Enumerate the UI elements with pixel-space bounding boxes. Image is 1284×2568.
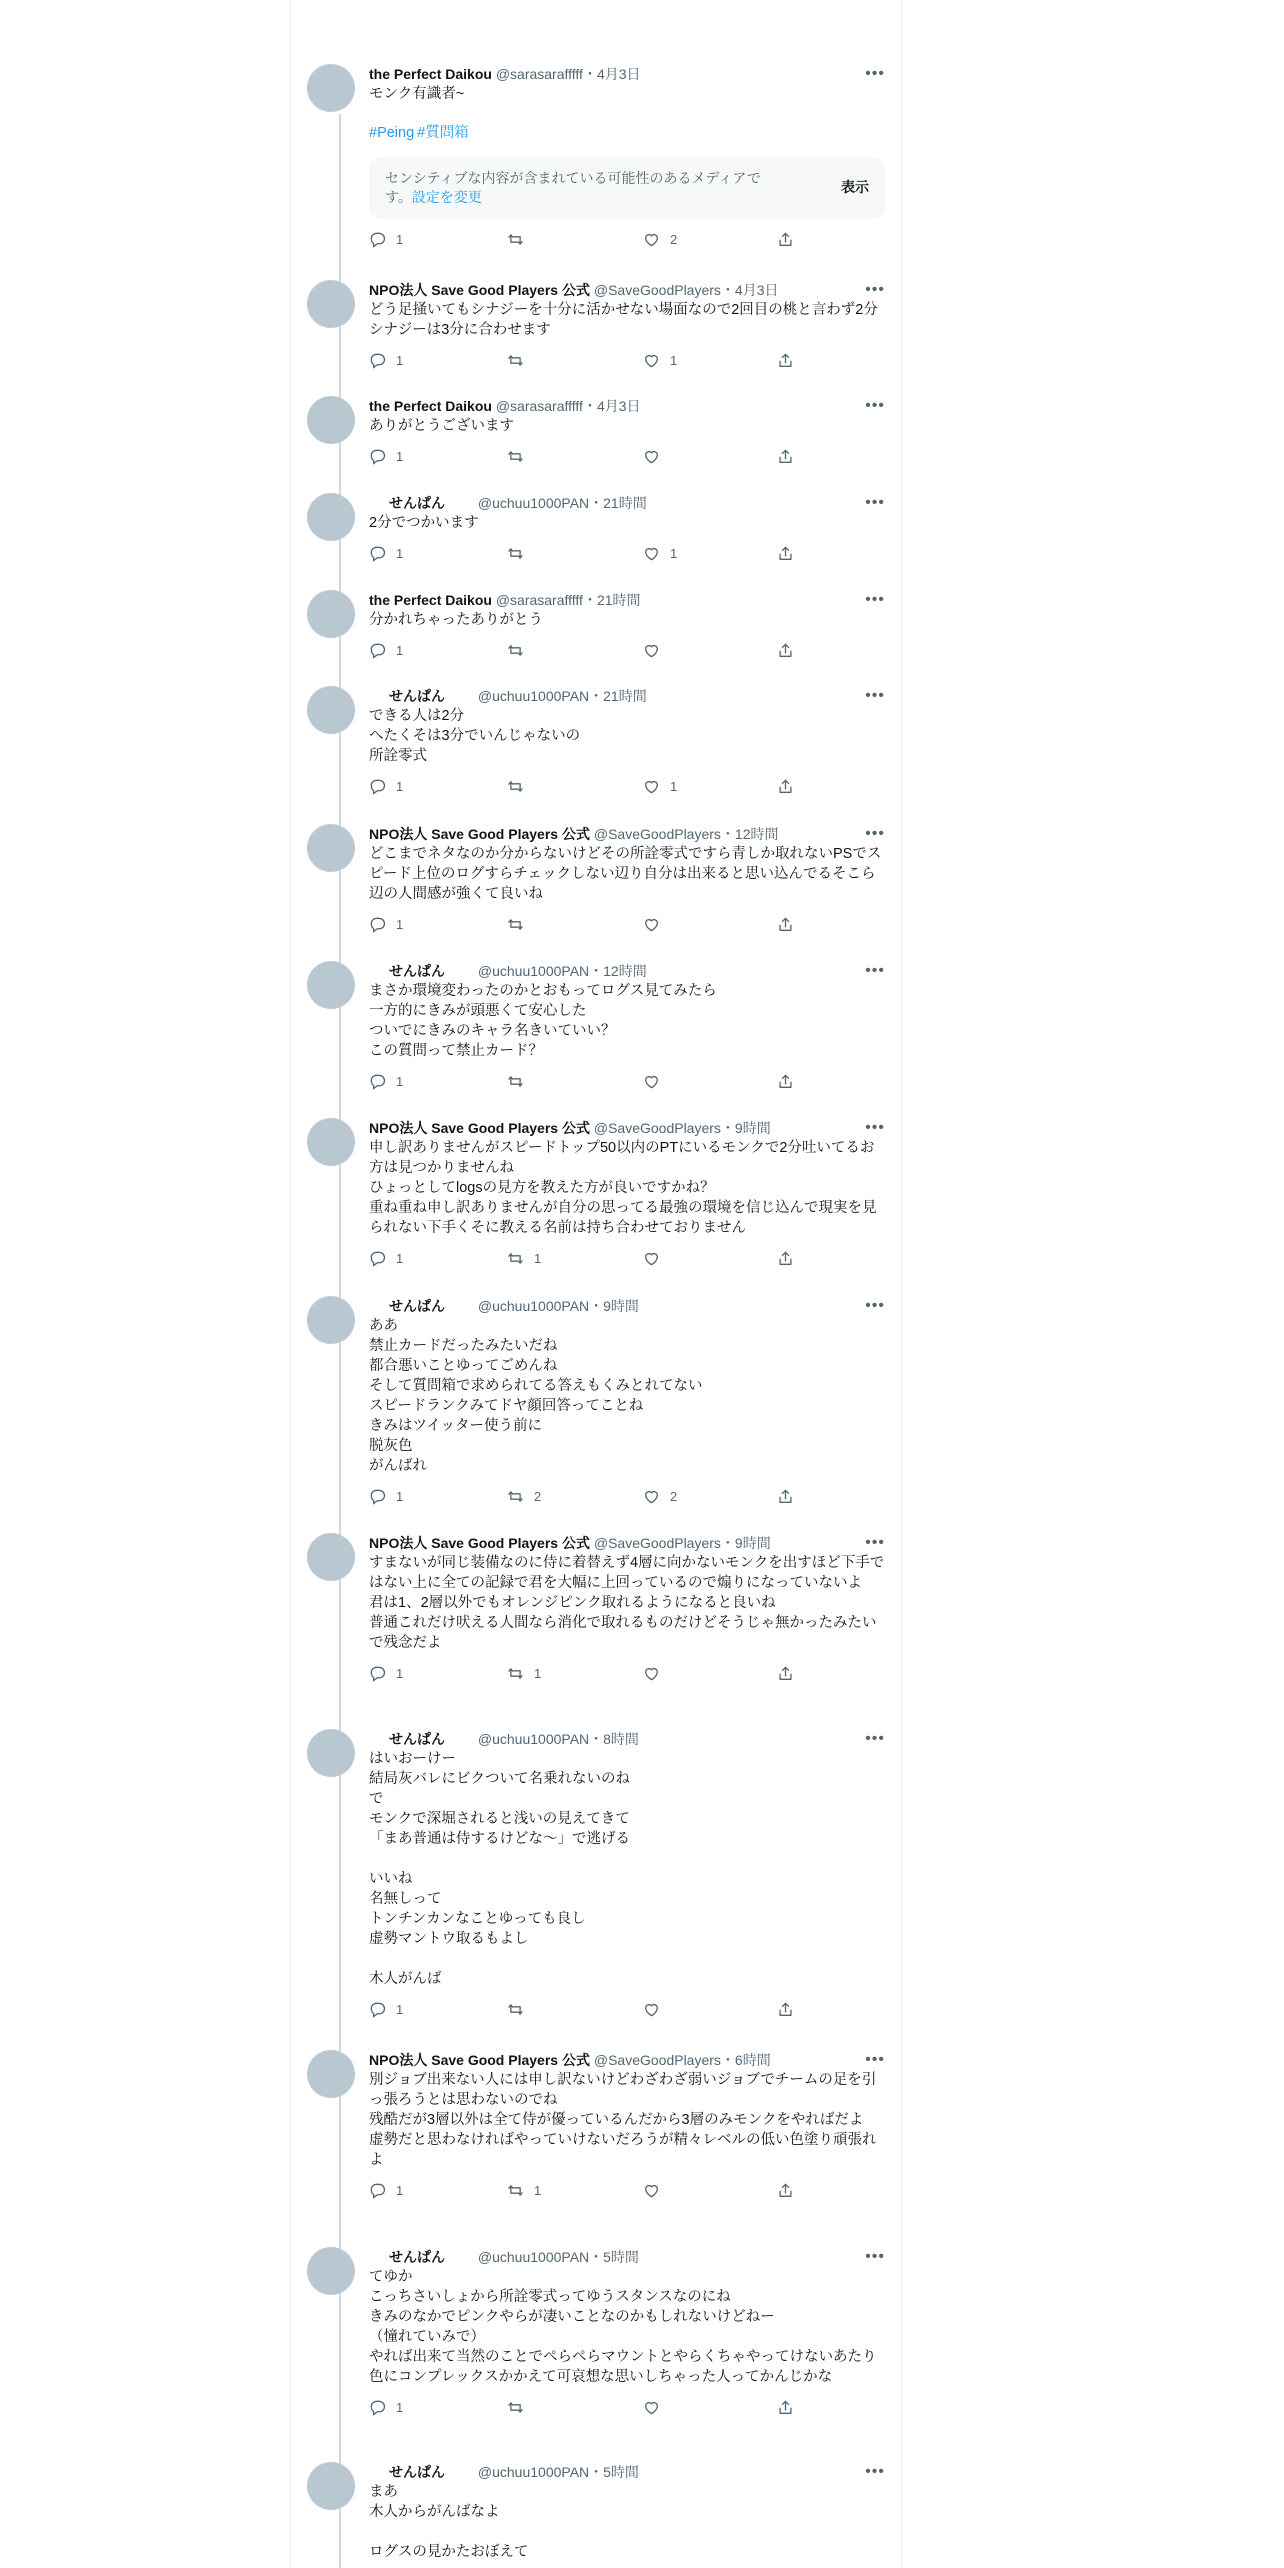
reply-icon: [369, 1488, 386, 1505]
heart-icon: [643, 1250, 660, 1267]
tweet-header: [369, 686, 885, 706]
retweet-icon: [507, 1665, 524, 1682]
tweet-time[interactable]: ・12時間: [589, 963, 647, 979]
tweet-actions: [369, 545, 885, 565]
change-settings-link[interactable]: 設定を変更: [411, 189, 482, 205]
heart-icon: [643, 352, 660, 369]
hashtags: [369, 123, 885, 143]
show-media-button[interactable]: 表示: [841, 179, 869, 195]
reply-button[interactable]: [369, 231, 403, 248]
share-button[interactable]: [777, 1250, 794, 1267]
author-name[interactable]: the Perfect Daikou: [369, 66, 492, 82]
retweet-button[interactable]: [507, 1488, 541, 1505]
avatar[interactable]: [307, 1296, 355, 1344]
tweet-text: 2分でつかいます: [369, 515, 479, 531]
reply-count: 1: [396, 917, 404, 932]
more-options-icon[interactable]: •••: [865, 397, 885, 414]
tweet-header: [369, 1533, 885, 1553]
more-options-icon[interactable]: •••: [865, 1730, 885, 1747]
more-options-icon[interactable]: •••: [865, 2248, 885, 2265]
reply-button[interactable]: [369, 1665, 403, 1682]
tweet-header: [369, 824, 885, 844]
author-name[interactable]: せんぱん: [389, 1731, 445, 1747]
like-button[interactable]: [643, 2399, 670, 2416]
reply-count: 1: [396, 2002, 404, 2017]
tweet-text: まあ 木人からがんばなよ ログスの見かたおぼえて: [369, 2484, 529, 2560]
tweet-body: [369, 686, 885, 798]
reply-icon: [369, 231, 386, 248]
author-name[interactable]: NPO法人 Save Good Players 公式: [369, 826, 590, 842]
author-name[interactable]: NPO法人 Save Good Players 公式: [369, 1120, 590, 1136]
reply-count: 1: [396, 1666, 404, 1681]
reply-icon: [369, 352, 386, 369]
heart-icon: [643, 642, 660, 659]
tweet-header: [369, 396, 885, 416]
author-name[interactable]: せんぱん: [389, 963, 445, 979]
reply-icon: [369, 448, 386, 465]
tweet-time[interactable]: ・8時間: [589, 1731, 639, 1747]
retweet-icon: [507, 1488, 524, 1505]
tweet-header: [369, 590, 885, 610]
tweet-actions: [369, 642, 885, 662]
tweet-body: [369, 590, 885, 662]
like-button[interactable]: [643, 916, 670, 933]
tweet-header: [369, 493, 885, 513]
more-options-icon[interactable]: •••: [865, 2051, 885, 2068]
share-button[interactable]: [777, 778, 794, 795]
author-name[interactable]: せんぱん: [389, 688, 445, 704]
retweet-button[interactable]: [507, 2182, 541, 2199]
retweet-count: 2: [534, 1489, 542, 1504]
avatar[interactable]: [307, 1729, 355, 1777]
tweet-header: [369, 2247, 885, 2267]
hashtag-link[interactable]: #Peing: [369, 125, 415, 141]
share-icon: [777, 2399, 794, 2416]
reply-count: 1: [396, 779, 404, 794]
author-name[interactable]: せんぱん: [389, 2464, 445, 2480]
tweet-text: すまないが同じ装備なのに侍に着替えず4層に向かないモンクを出すほど下手ではない上に全ての記録で君を大幅に上回っているので煽りになっていないよ 君は1、2層以外でもオレンジピンク取れるようになると良いね 普通これだけ吠える人間なら消化で取れるものだけどそうじゃ無かったみたいで残念だよ: [369, 1555, 885, 1651]
like-button[interactable]: [643, 352, 677, 369]
tweet-body: [369, 2247, 885, 2419]
author-handle[interactable]: @sarasarafffff: [495, 592, 583, 608]
retweet-button[interactable]: [507, 642, 534, 659]
tweet-actions: [369, 2001, 885, 2021]
retweet-button[interactable]: [507, 231, 534, 248]
like-count: 2: [670, 1489, 678, 1504]
tweet-actions: [369, 2399, 885, 2419]
reply-button[interactable]: [369, 352, 403, 369]
reply-button[interactable]: [369, 1073, 403, 1090]
more-options-icon[interactable]: •••: [865, 962, 885, 979]
reply-count: 1: [396, 643, 404, 658]
author-name[interactable]: せんぱん: [389, 1298, 445, 1314]
tweet-actions: [369, 1488, 885, 1508]
heart-icon: [643, 231, 660, 248]
retweet-icon: [507, 448, 524, 465]
tweet-time[interactable]: ・21時間: [589, 688, 647, 704]
share-button[interactable]: [777, 545, 794, 562]
tweet-text: モンク有識者~: [369, 86, 465, 102]
retweet-count: 1: [534, 2183, 542, 2198]
retweet-button[interactable]: [507, 2399, 534, 2416]
reply-button[interactable]: [369, 778, 403, 795]
reply-count: 1: [396, 2400, 404, 2415]
author-name[interactable]: NPO法人 Save Good Players 公式: [369, 2052, 590, 2068]
heart-icon: [643, 2001, 660, 2018]
heart-icon: [643, 778, 660, 795]
heart-icon: [643, 1488, 660, 1505]
like-button[interactable]: [643, 778, 677, 795]
reply-icon: [369, 1250, 386, 1267]
tweet-body: [369, 2050, 885, 2202]
retweet-icon: [507, 642, 524, 659]
retweet-icon: [507, 545, 524, 562]
tweet-header: [369, 280, 885, 300]
sensitive-media-notice: [369, 157, 885, 219]
tweet-body: [369, 280, 885, 372]
tweet-actions: [369, 2182, 885, 2202]
share-button[interactable]: [777, 2182, 794, 2199]
tweet-body: [369, 2462, 885, 2568]
tweet-body: [369, 64, 885, 251]
avatar[interactable]: [307, 493, 355, 541]
tweet-actions: [369, 916, 885, 936]
tweet-time[interactable]: ・9時間: [720, 1535, 771, 1551]
tweet-time[interactable]: ・6時間: [720, 2052, 771, 2068]
hashtag-link[interactable]: #質問箱: [417, 125, 469, 141]
author-name[interactable]: NPO法人 Save Good Players 公式: [369, 1535, 590, 1551]
like-button[interactable]: [643, 1665, 670, 1682]
reply-button[interactable]: [369, 2182, 403, 2199]
reply-count: 1: [396, 449, 404, 464]
retweet-icon: [507, 778, 524, 795]
tweet-actions: [369, 1665, 885, 1685]
tweet-actions: [369, 352, 885, 372]
more-options-icon[interactable]: •••: [865, 65, 885, 82]
more-options-icon[interactable]: •••: [865, 687, 885, 704]
heart-icon: [643, 916, 660, 933]
avatar[interactable]: [307, 64, 355, 112]
like-button[interactable]: [643, 231, 677, 248]
heart-icon: [643, 545, 660, 562]
retweet-icon: [507, 231, 524, 248]
tweet-time[interactable]: ・21時間: [589, 495, 647, 511]
share-button[interactable]: [777, 231, 794, 248]
heart-icon: [643, 448, 660, 465]
tweet-time[interactable]: ・9時間: [589, 1298, 639, 1314]
author-handle[interactable]: @SaveGoodPlayers: [593, 282, 721, 298]
heart-icon: [643, 1665, 660, 1682]
tweet-actions: [369, 448, 885, 468]
reply-icon: [369, 916, 386, 933]
reply-icon: [369, 545, 386, 562]
like-button[interactable]: [643, 642, 670, 659]
tweet-time[interactable]: ・4月3日: [720, 282, 779, 298]
share-icon: [777, 2001, 794, 2018]
retweet-icon: [507, 2001, 524, 2018]
tweet-header: [369, 2462, 885, 2482]
retweet-button[interactable]: [507, 1073, 534, 1090]
avatar[interactable]: [307, 2247, 355, 2295]
tweet-body: [369, 396, 885, 468]
reply-icon: [369, 2182, 386, 2199]
retweet-button[interactable]: [507, 1250, 541, 1267]
author-name[interactable]: せんぱん: [389, 495, 445, 511]
tweet-text: 申し訳ありませんがスピードトップ50以内のPTにいるモンクで2分吐いてるお方は見つかりませんね ひょっとしてlogsの見方を教えた方が良いですかね？ 重ね重ね申し訳ありませんが自分の思ってる最強の環境を信じ込んで現実を見られない下手くそに教える名前は持ち合わせておりません: [369, 1140, 877, 1236]
tweet-text: 分かれちゃったありがとう: [369, 612, 543, 628]
tweet-text: どう足掻いてもシナジーを十分に活かせない場面なので2回目の桃と言わず2分シナジーは3分に合わせます: [369, 302, 878, 338]
share-icon: [777, 352, 794, 369]
share-icon: [777, 642, 794, 659]
timeline-column: [290, 0, 902, 2568]
author-name[interactable]: せんぱん: [389, 2249, 445, 2265]
author-name[interactable]: the Perfect Daikou: [369, 592, 492, 608]
share-button[interactable]: [777, 642, 794, 659]
author-handle[interactable]: @uchuu1000PAN: [477, 495, 590, 511]
tweet-body: [369, 1533, 885, 1685]
retweet-icon: [507, 1250, 524, 1267]
tweet-time[interactable]: ・5時間: [589, 2464, 639, 2480]
reply-count: 1: [396, 1074, 404, 1089]
retweet-icon: [507, 1073, 524, 1090]
reply-button[interactable]: [369, 916, 403, 933]
reply-icon: [369, 2399, 386, 2416]
like-button[interactable]: [643, 448, 670, 465]
reply-icon: [369, 642, 386, 659]
tweet-text: はいおーけー 結局灰バレにビクついて名乗れないのね で モンクで深堀されると浅いの見えてきて 「まあ普通は侍するけどな～」で逃げる いいね 名無しって トンチンカンなことゆっても良し 虚勢マントウ取るもよし 木人がんば: [369, 1751, 630, 1987]
tweet-body: [369, 493, 885, 565]
tweet-time[interactable]: ・9時間: [720, 1120, 771, 1136]
tweet-time[interactable]: ・4月3日: [582, 66, 641, 82]
share-icon: [777, 231, 794, 248]
avatar[interactable]: [307, 1118, 355, 1166]
share-icon: [777, 778, 794, 795]
tweet-header: [369, 961, 885, 981]
more-options-icon[interactable]: •••: [865, 591, 885, 608]
author-handle[interactable]: @uchuu1000PAN: [477, 688, 590, 704]
share-icon: [777, 1250, 794, 1267]
tweet-header: [369, 2050, 885, 2070]
retweet-button[interactable]: [507, 448, 534, 465]
tweet-body: [369, 824, 885, 936]
reply-icon: [369, 778, 386, 795]
more-options-icon[interactable]: •••: [865, 1297, 885, 1314]
share-button[interactable]: [777, 1665, 794, 1682]
tweet-actions: [369, 778, 885, 798]
avatar[interactable]: [307, 396, 355, 444]
tweet-text: ありがとうございます: [369, 418, 514, 434]
more-options-icon[interactable]: •••: [865, 2463, 885, 2480]
share-icon: [777, 2182, 794, 2199]
reply-icon: [369, 1665, 386, 1682]
reply-button[interactable]: [369, 448, 403, 465]
retweet-button[interactable]: [507, 1665, 541, 1682]
share-icon: [777, 448, 794, 465]
retweet-button[interactable]: [507, 2001, 534, 2018]
like-count: 1: [670, 779, 678, 794]
share-icon: [777, 1665, 794, 1682]
author-handle[interactable]: @uchuu1000PAN: [477, 2464, 590, 2480]
avatar[interactable]: [307, 2050, 355, 2098]
retweet-button[interactable]: [507, 352, 534, 369]
share-button[interactable]: [777, 916, 794, 933]
tweet-body: [369, 1296, 885, 1508]
like-count: 2: [670, 232, 678, 247]
retweet-icon: [507, 352, 524, 369]
author-handle[interactable]: @sarasarafffff: [495, 66, 583, 82]
retweet-icon: [507, 916, 524, 933]
like-button[interactable]: [643, 2182, 670, 2199]
reply-button[interactable]: [369, 1250, 403, 1267]
author-name[interactable]: the Perfect Daikou: [369, 398, 492, 414]
heart-icon: [643, 1073, 660, 1090]
reply-button[interactable]: [369, 545, 403, 562]
reply-button[interactable]: [369, 2399, 403, 2416]
avatar[interactable]: [307, 280, 355, 328]
reply-button[interactable]: [369, 642, 403, 659]
avatar[interactable]: [307, 1533, 355, 1581]
retweet-button[interactable]: [507, 916, 534, 933]
reply-count: 1: [396, 1251, 404, 1266]
tweet-time[interactable]: ・4月3日: [582, 398, 641, 414]
author-handle[interactable]: @uchuu1000PAN: [477, 1731, 590, 1747]
sensitive-notice-text: センシティブな内容が含まれている可能性のあるメディアです。: [385, 170, 761, 205]
tweet-text: まさか環境変わったのかとおもってログス見てみたら 一方的にきみが頭悪くて安心した ついでにきみのキャラ名きいていい？ この質問って禁止カード？: [369, 983, 717, 1059]
reply-count: 1: [396, 1489, 404, 1504]
more-options-icon[interactable]: •••: [865, 281, 885, 298]
share-button[interactable]: [777, 1488, 794, 1505]
share-button[interactable]: [777, 2001, 794, 2018]
tweet-header: [369, 1296, 885, 1316]
author-name[interactable]: NPO法人 Save Good Players 公式: [369, 282, 590, 298]
author-handle[interactable]: @SaveGoodPlayers: [593, 826, 721, 842]
reply-count: 1: [396, 546, 404, 561]
share-button[interactable]: [777, 2399, 794, 2416]
share-button[interactable]: [777, 448, 794, 465]
retweet-count: 1: [534, 1251, 542, 1266]
tweet-body: [369, 1118, 885, 1270]
more-options-icon[interactable]: •••: [865, 825, 885, 842]
tweet-text: ああ 禁止カードだったみたいだね 都合悪いことゆってごめんね そして質問箱で求められてる答えもくみとれてない スピードランクみてドヤ顔回答ってことね きみはツイッター使う前に 脱灰色 がんばれ: [369, 1318, 703, 1474]
tweet-text: どこまでネタなのか分からないけどその所詮零式ですら青しか取れないPSでスピード上位のログすらチェックしない辺り自分は出来ると思い込んでるそこら辺の人間感が強くて良いね: [369, 846, 882, 902]
more-options-icon[interactable]: •••: [865, 494, 885, 511]
retweet-button[interactable]: [507, 778, 534, 795]
share-icon: [777, 545, 794, 562]
share-button[interactable]: [777, 352, 794, 369]
tweet-time[interactable]: ・21時間: [582, 592, 641, 608]
author-handle[interactable]: @SaveGoodPlayers: [593, 1120, 721, 1136]
tweet-body: [369, 1729, 885, 2021]
retweet-icon: [507, 2182, 524, 2199]
avatar[interactable]: [307, 590, 355, 638]
tweet-actions: [369, 231, 885, 251]
share-icon: [777, 1488, 794, 1505]
like-button[interactable]: [643, 545, 677, 562]
author-handle[interactable]: @uchuu1000PAN: [477, 963, 590, 979]
share-icon: [777, 916, 794, 933]
author-handle[interactable]: @uchuu1000PAN: [477, 1298, 590, 1314]
like-button[interactable]: [643, 1488, 677, 1505]
tweet-actions: [369, 1250, 885, 1270]
tweet-body: [369, 961, 885, 1093]
tweet-text: てゆか こっちさいしょから所詮零式ってゆうスタンスなのにね きみのなかでピンクやらが凄いことなのかもしれないけどねー （憧れていみで） やれば出来て当然のことでぺらぺらマウントとやらくちゃやってけないあたり 色にコンプレックスかかえて可哀想な思いしちゃった人ってかんじかな: [369, 2269, 877, 2385]
tweet-text: できる人は2分 へたくそは3分でいんじゃないの 所詮零式: [369, 708, 581, 764]
heart-icon: [643, 2399, 660, 2416]
tweet-time[interactable]: ・12時間: [720, 826, 779, 842]
reply-count: 1: [396, 232, 404, 247]
like-button[interactable]: [643, 1250, 670, 1267]
retweet-count: 1: [534, 1666, 542, 1681]
tweet-text: 別ジョブ出来ない人には申し訳ないけどわざわざ弱いジョブでチームの足を引っ張ろうとは思わないのでね 残酷だが3層以外は全て侍が優っているんだから3層のみモンクをやればだよ 虚勢だと思わなければやっていけないだろうが精々レベルの低い色塗り頑張れよ: [369, 2072, 877, 2168]
author-handle[interactable]: @SaveGoodPlayers: [593, 2052, 721, 2068]
reply-icon: [369, 1073, 386, 1090]
tweet-header: [369, 1729, 885, 1749]
like-button[interactable]: [643, 1073, 670, 1090]
tweet-header: [369, 1118, 885, 1138]
reply-count: 1: [396, 353, 404, 368]
avatar[interactable]: [307, 824, 355, 872]
author-handle[interactable]: @SaveGoodPlayers: [593, 1535, 721, 1551]
author-handle[interactable]: @uchuu1000PAN: [477, 2249, 590, 2265]
avatar[interactable]: [307, 2462, 355, 2510]
more-options-icon[interactable]: •••: [865, 1534, 885, 1551]
like-button[interactable]: [643, 2001, 670, 2018]
author-handle[interactable]: @sarasarafffff: [495, 398, 583, 414]
tweet-actions: [369, 1073, 885, 1093]
avatar[interactable]: [307, 686, 355, 734]
tweet-time[interactable]: ・5時間: [589, 2249, 639, 2265]
reply-icon: [369, 2001, 386, 2018]
more-options-icon[interactable]: •••: [865, 1119, 885, 1136]
tweet-header: [369, 64, 885, 84]
retweet-icon: [507, 2399, 524, 2416]
reply-button[interactable]: [369, 1488, 403, 1505]
reply-button[interactable]: [369, 2001, 403, 2018]
share-button[interactable]: [777, 1073, 794, 1090]
retweet-button[interactable]: [507, 545, 534, 562]
share-icon: [777, 1073, 794, 1090]
like-count: 1: [670, 546, 678, 561]
reply-count: 1: [396, 2183, 404, 2198]
like-count: 1: [670, 353, 678, 368]
heart-icon: [643, 2182, 660, 2199]
avatar[interactable]: [307, 961, 355, 1009]
